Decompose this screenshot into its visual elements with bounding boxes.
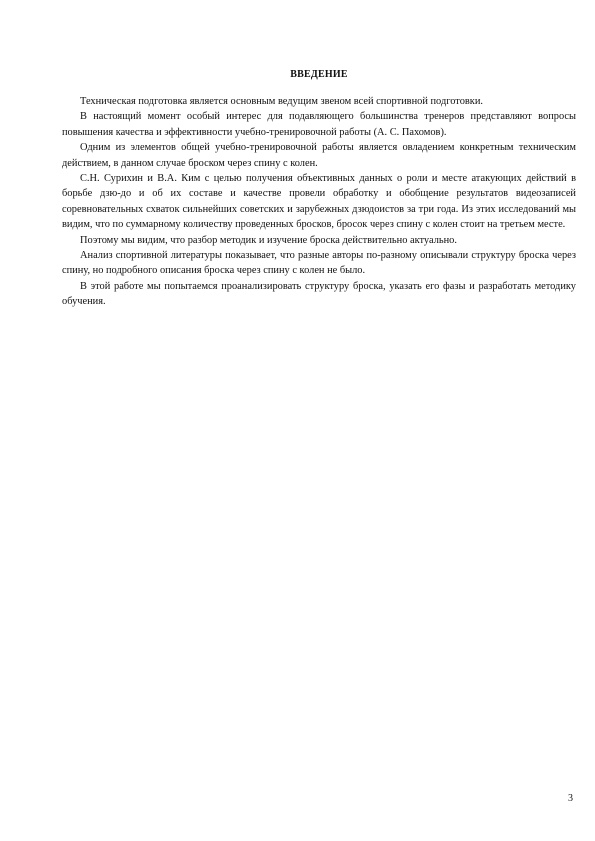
- paragraph-2: В настоящий момент особый интерес для подавляющего большинства тренеров представляют вопросы повышения качества и эффективности учебно-тренировочной работы (А. С. Пахомов).: [62, 111, 576, 138]
- page-number: 3: [568, 793, 573, 804]
- paragraph-6: Анализ спортивной литературы показывает, что разные авторы по-разному описывали структуру броска через спину, но подробного описания броска через спину с колен не было.: [62, 250, 576, 277]
- paragraph-4: С.Н. Сурихин и В.А. Ким с целью получения объективных данных о роли и месте атакующих действий в борьбе дзю-до и об их составе и качестве провели обработку и обобщение результатов видеозаписей соревновательных схваток сильнейших советских и зарубежных дзюдоистов за три года. Из этих исследований мы видим, что по суммарному количеству проведенных бросков, бросок через спину с колен стоит на третьем месте.: [62, 173, 576, 231]
- paragraph-1: Техническая подготовка является основным ведущим звеном всей спортивной подготовки.: [80, 96, 484, 107]
- paragraph-5: Поэтому мы видим, что разбор методик и изучение броска действительно актуально.: [80, 234, 457, 246]
- document-page: [62, 68, 576, 310]
- paragraph-7: В этой работе мы попытаемся проанализировать структуру броска, указать его фазы и разработать методику обучения.: [62, 280, 576, 308]
- section-title: ВВЕДЕНИЕ: [290, 69, 348, 80]
- paragraph-3: Одним из элементов общей учебно-тренировочной работы является овладением конкретным техническим действием, в данном случае броском через спину с колен.: [62, 142, 576, 169]
